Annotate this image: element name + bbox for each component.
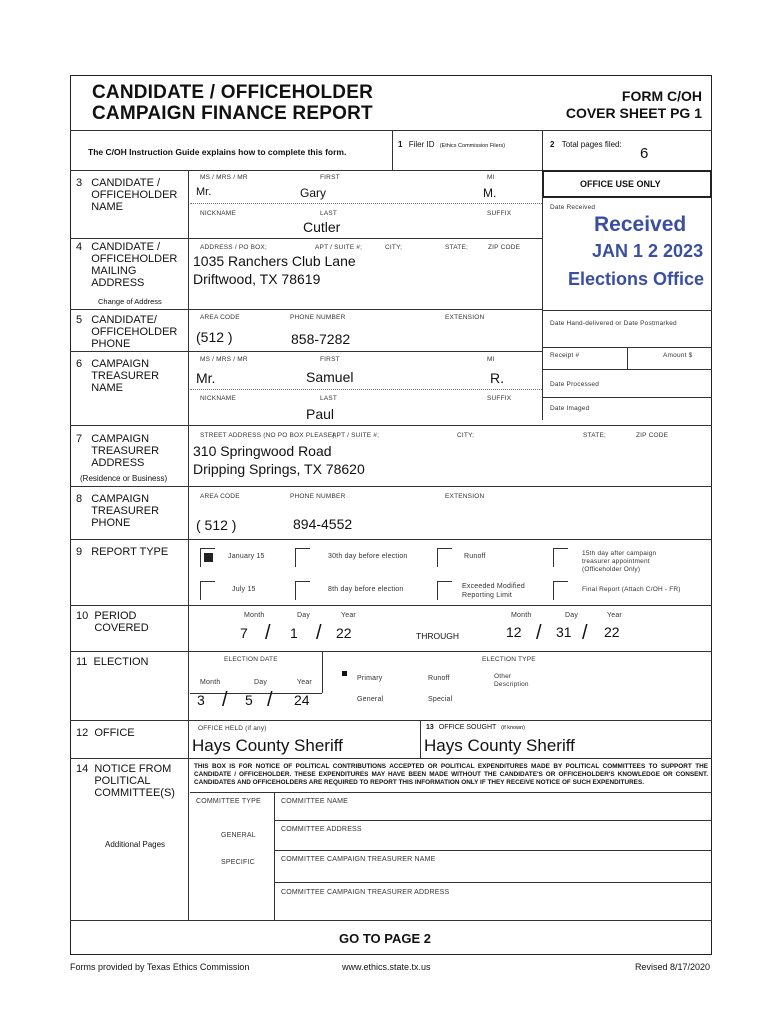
election-type-general[interactable]: General (357, 696, 384, 703)
committee-treasurer-name-field[interactable]: COMMITTEE CAMPAIGN TREASURER NAME (281, 856, 436, 863)
divider (70, 130, 712, 131)
period-to-year[interactable]: 22 (604, 624, 620, 640)
office-held-value[interactable]: Hays County Sheriff (192, 736, 343, 755)
report-type-8th-day-checkbox[interactable] (295, 581, 310, 600)
committee-type-specific[interactable]: SPECIFIC (221, 859, 255, 866)
form-code: FORM C/OH (621, 88, 702, 104)
received-stamp-date: JAN 1 2 2023 (592, 241, 704, 261)
section-13-label: 13 OFFICE SOUGHT (if known) (426, 724, 525, 731)
section-3-label: 3 CANDIDATE / OFFICEHOLDER NAME (76, 177, 178, 213)
total-pages-value: 6 (640, 145, 649, 162)
checked-mark-icon (204, 553, 213, 562)
period-to-month[interactable]: 12 (506, 624, 522, 640)
committee-name-field[interactable]: COMMITTEE NAME (281, 798, 348, 805)
additional-pages-label: Additional Pages (105, 840, 166, 849)
report-type-exceeded-checkbox[interactable] (437, 581, 452, 600)
section-9-label: 9 REPORT TYPE (76, 546, 169, 558)
amount-label: Amount $ (663, 352, 693, 359)
treasurer-address-line1[interactable]: 310 Springwood Road (193, 443, 332, 459)
election-day[interactable]: 5 (245, 692, 253, 708)
section-7-label: 7 CAMPAIGN TREASURER ADDRESS (76, 433, 160, 469)
candidate-last-name[interactable]: Cutler (303, 219, 341, 235)
total-pages-field[interactable]: 2 Total pages filed: (550, 140, 622, 149)
period-to-day[interactable]: 31 (556, 624, 572, 640)
candidate-area-code[interactable]: (512 ) (196, 329, 233, 345)
treasurer-area-code[interactable]: ( 512 ) (196, 517, 237, 533)
section-8-label: 8 CAMPAIGN TREASURER PHONE (76, 493, 160, 529)
report-type-final-checkbox[interactable] (553, 581, 568, 600)
candidate-phone-number[interactable]: 858-7282 (291, 331, 351, 347)
footer-revision: Revised 8/17/2020 (634, 962, 710, 972)
received-stamp: Received (594, 213, 687, 236)
election-type-other[interactable]: Description (494, 681, 529, 688)
period-from-month[interactable]: 7 (240, 625, 248, 641)
section-5-label: 5 CANDIDATE/ OFFICEHOLDER PHONE (76, 314, 178, 350)
change-of-address-label: Change of Address (98, 297, 162, 306)
office-use-title: OFFICE USE ONLY (580, 179, 661, 189)
footer-credit: Forms provided by Texas Ethics Commission (70, 962, 250, 972)
filer-id-field[interactable]: 1 Filer ID (Ethics Commission Filers) (398, 140, 506, 149)
date-hand-delivered-label: Date Hand-delivered or Date Postmarked (550, 320, 677, 327)
received-stamp-office: Elections Office (568, 269, 705, 289)
form-page-label: COVER SHEET PG 1 (565, 105, 702, 121)
footer-url[interactable]: www.ethics.state.tx.us (342, 962, 431, 972)
candidate-title[interactable]: Mr. (196, 186, 212, 198)
committee-type-general[interactable]: GENERAL (221, 832, 256, 839)
report-type-runoff-checkbox[interactable] (437, 548, 452, 567)
treasurer-title[interactable]: Mr. (196, 370, 216, 386)
election-type-primary[interactable]: Primary (357, 675, 383, 682)
committee-address-field[interactable]: COMMITTEE ADDRESS (281, 826, 362, 833)
section-10-label: 10 PERIOD COVERED (76, 610, 149, 634)
political-committee-notice: THIS BOX IS FOR NOTICE OF POLITICAL CONTRIBUTIONS ACCEPTED OR POLITICAL EXPENDITURES MADE BY POLITICAL COMMITTEES TO SUPPORT THE CANDIDATE / OFFICEHOLDER. THESE EXPENDITURES MAY HAVE BEEN MADE WITHOUT THE CANDIDATE'S OR OFFICEHOLDER'S KNOWLEDGE OR CONSENT. CANDIDATES AND OFFICEHOLDERS ARE REQUIRED TO REPORT THIS INFORMATION ONLY IF THEY RECEIVE NOTICE OF SUCH EXPENDITURES. (194, 763, 708, 787)
section-12-label: 12 OFFICE (76, 727, 135, 739)
report-type-30th-day-checkbox[interactable] (295, 548, 310, 567)
treasurer-phone-number[interactable]: 894-4552 (293, 516, 353, 532)
date-processed-label: Date Processed (550, 381, 600, 388)
instructions-text: The C/OH Instruction Guide explains how to complete this form. (88, 147, 347, 157)
period-from-day[interactable]: 1 (290, 625, 298, 641)
date-imaged-label: Date Imaged (550, 405, 590, 412)
candidate-address-line1[interactable]: 1035 Ranchers Club Lane (193, 253, 356, 269)
section-6-label: 6 CAMPAIGN TREASURER NAME (76, 358, 160, 394)
treasurer-address-line2[interactable]: Dripping Springs, TX 78620 (193, 461, 365, 477)
report-type-july-checkbox[interactable] (200, 581, 215, 600)
treasurer-last-name[interactable]: Paul (306, 406, 335, 422)
section-11-label: 11 ELECTION (76, 656, 149, 668)
form-title-line2: CAMPAIGN FINANCE REPORT (92, 103, 373, 124)
treasurer-first-name[interactable]: Samuel (306, 369, 354, 385)
candidate-first-name[interactable]: Gary (300, 186, 327, 200)
election-type-runoff[interactable]: Runoff (428, 675, 450, 682)
section-14-label: 14 NOTICE FROM POLITICAL COMMITTEE(S) (76, 763, 175, 799)
period-from-year[interactable]: 22 (336, 625, 352, 641)
report-type-15th-day-checkbox[interactable] (553, 548, 568, 567)
go-to-page-2: GO TO PAGE 2 (339, 931, 431, 946)
office-sought-value[interactable]: Hays County Sheriff (424, 736, 575, 755)
section-4-label: 4 CANDIDATE / OFFICEHOLDER MAILING ADDRESS (76, 241, 178, 289)
candidate-address-line2[interactable]: Driftwood, TX 78619 (193, 271, 321, 287)
election-month[interactable]: 3 (197, 692, 205, 708)
election-year[interactable]: 24 (294, 692, 310, 708)
candidate-mi[interactable]: M. (483, 186, 497, 200)
election-type-special[interactable]: Special (428, 696, 453, 703)
date-received-label: Date Received (550, 204, 596, 211)
committee-treasurer-address-field[interactable]: COMMITTEE CAMPAIGN TREASURER ADDRESS (281, 889, 450, 896)
form-title-line1: CANDIDATE / OFFICEHOLDER (92, 82, 373, 103)
receipt-label: Receipt # (550, 352, 580, 359)
treasurer-mi[interactable]: R. (490, 370, 504, 386)
primary-selected-icon (342, 671, 347, 676)
